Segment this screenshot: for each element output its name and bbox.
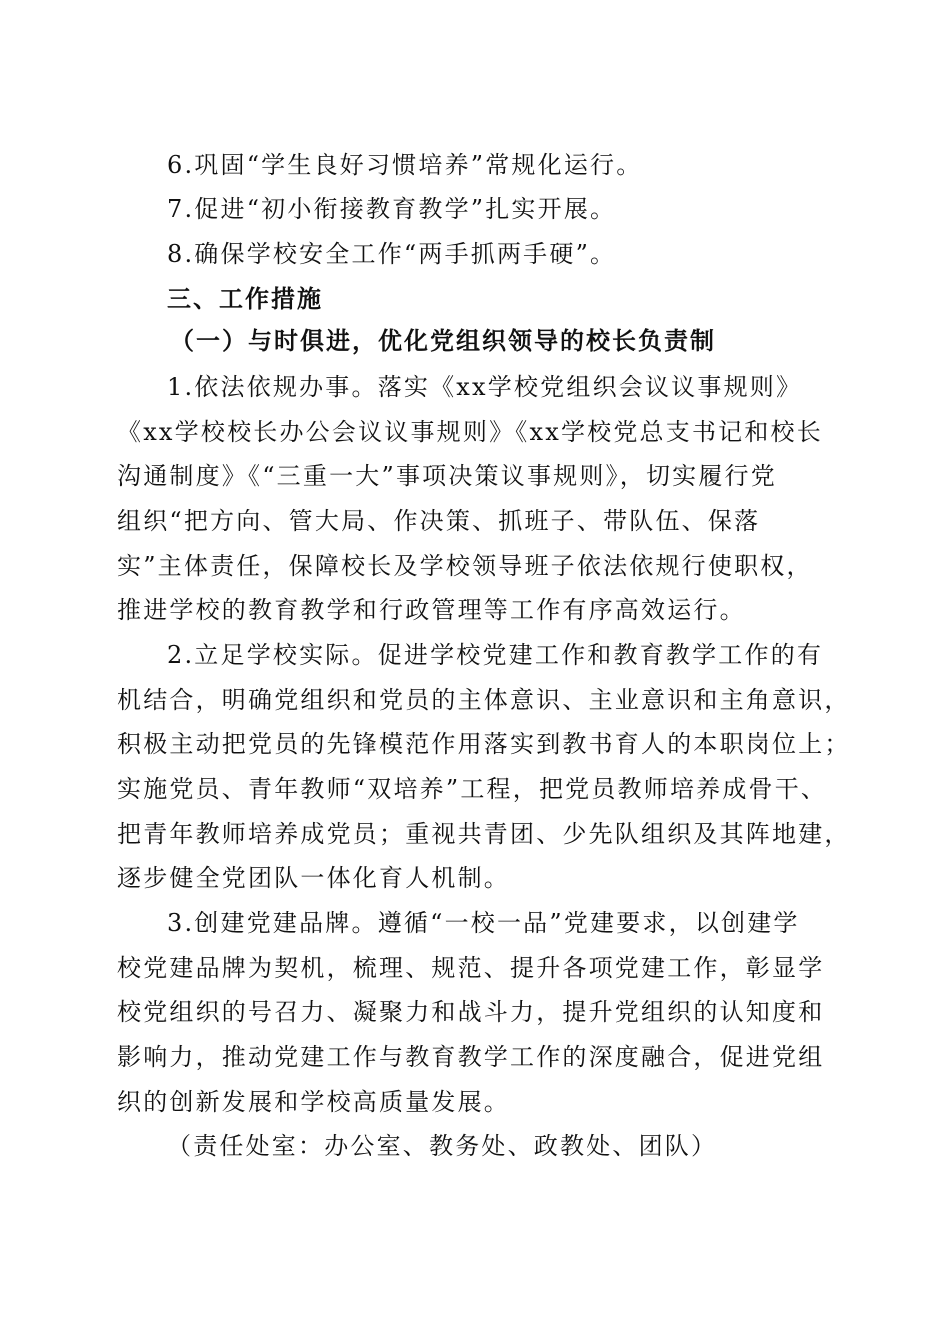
section-heading: 三、工作措施 (167, 285, 323, 313)
paragraph-1-line-2: 《xx学校校长办公会议议事规则》《xx学校党总支书记和校长 (117, 418, 823, 446)
paragraph-1-line-3: 沟通制度》《“三重一大”事项决策议事规则》，切实履行党 (117, 462, 777, 490)
paragraph-2-line-4: 实施党员、青年教师“双培养”工程，把党员教师培养成骨干、 (117, 775, 828, 803)
paragraph-3-line-1: 3.创建党建品牌。遵循“一校一品”党建要求，以创建学 (167, 909, 800, 937)
paragraph-1-line-4: 组织“把方向、管大局、作决策、抓班子、带队伍、保落 (117, 507, 761, 535)
paragraph-2-line-6: 逐步健全党团队一体化育人机制。 (117, 864, 510, 892)
paragraph-1-line-1: 1.依法依规办事。落实《xx学校党组织会议议事规则》 (167, 373, 803, 401)
paragraph-3-line-4: 影响力，推动党建工作与教育教学工作的深度融合，促进党组 (117, 1043, 825, 1071)
goal-item-8: 8.确保学校安全工作“两手抓两手硬”。 (167, 240, 617, 268)
paragraph-1-line-5: 实”主体责任，保障校长及学校领导班子依法依规行使职权， (117, 552, 813, 580)
paragraph-2-line-1: 2.立足学校实际。促进学校党建工作和教育教学工作的有 (167, 641, 824, 669)
paragraph-3-line-3: 校党组织的号召力、凝聚力和战斗力，提升党组织的认知度和 (117, 998, 825, 1026)
responsibility-note: （责任处室：办公室、教务处、政教处、团队） (167, 1132, 718, 1160)
paragraph-2-line-2: 机结合，明确党组织和党员的主体意识、主业意识和主角意识， (117, 686, 851, 714)
paragraph-1-line-6: 推进学校的教育教学和行政管理等工作有序高效运行。 (117, 596, 746, 624)
goal-item-7: 7.促进“初小衔接教育教学”扎实开展。 (167, 195, 617, 223)
goal-item-6: 6.巩固“学生良好习惯培养”常规化运行。 (167, 151, 643, 179)
paragraph-2-line-5: 把青年教师培养成党员；重视共青团、少先队组织及其阵地建， (117, 820, 851, 848)
paragraph-2-line-3: 积极主动把党员的先锋模范作用落实到教书育人的本职岗位上； (117, 730, 851, 758)
paragraph-3-line-5: 织的创新发展和学校高质量发展。 (117, 1088, 510, 1116)
paragraph-3-line-2: 校党建品牌为契机，梳理、规范、提升各项党建工作，彰显学 (117, 954, 825, 982)
subsection-heading: （一）与时俱进，优化党组织领导的校长负责制 (170, 327, 716, 355)
